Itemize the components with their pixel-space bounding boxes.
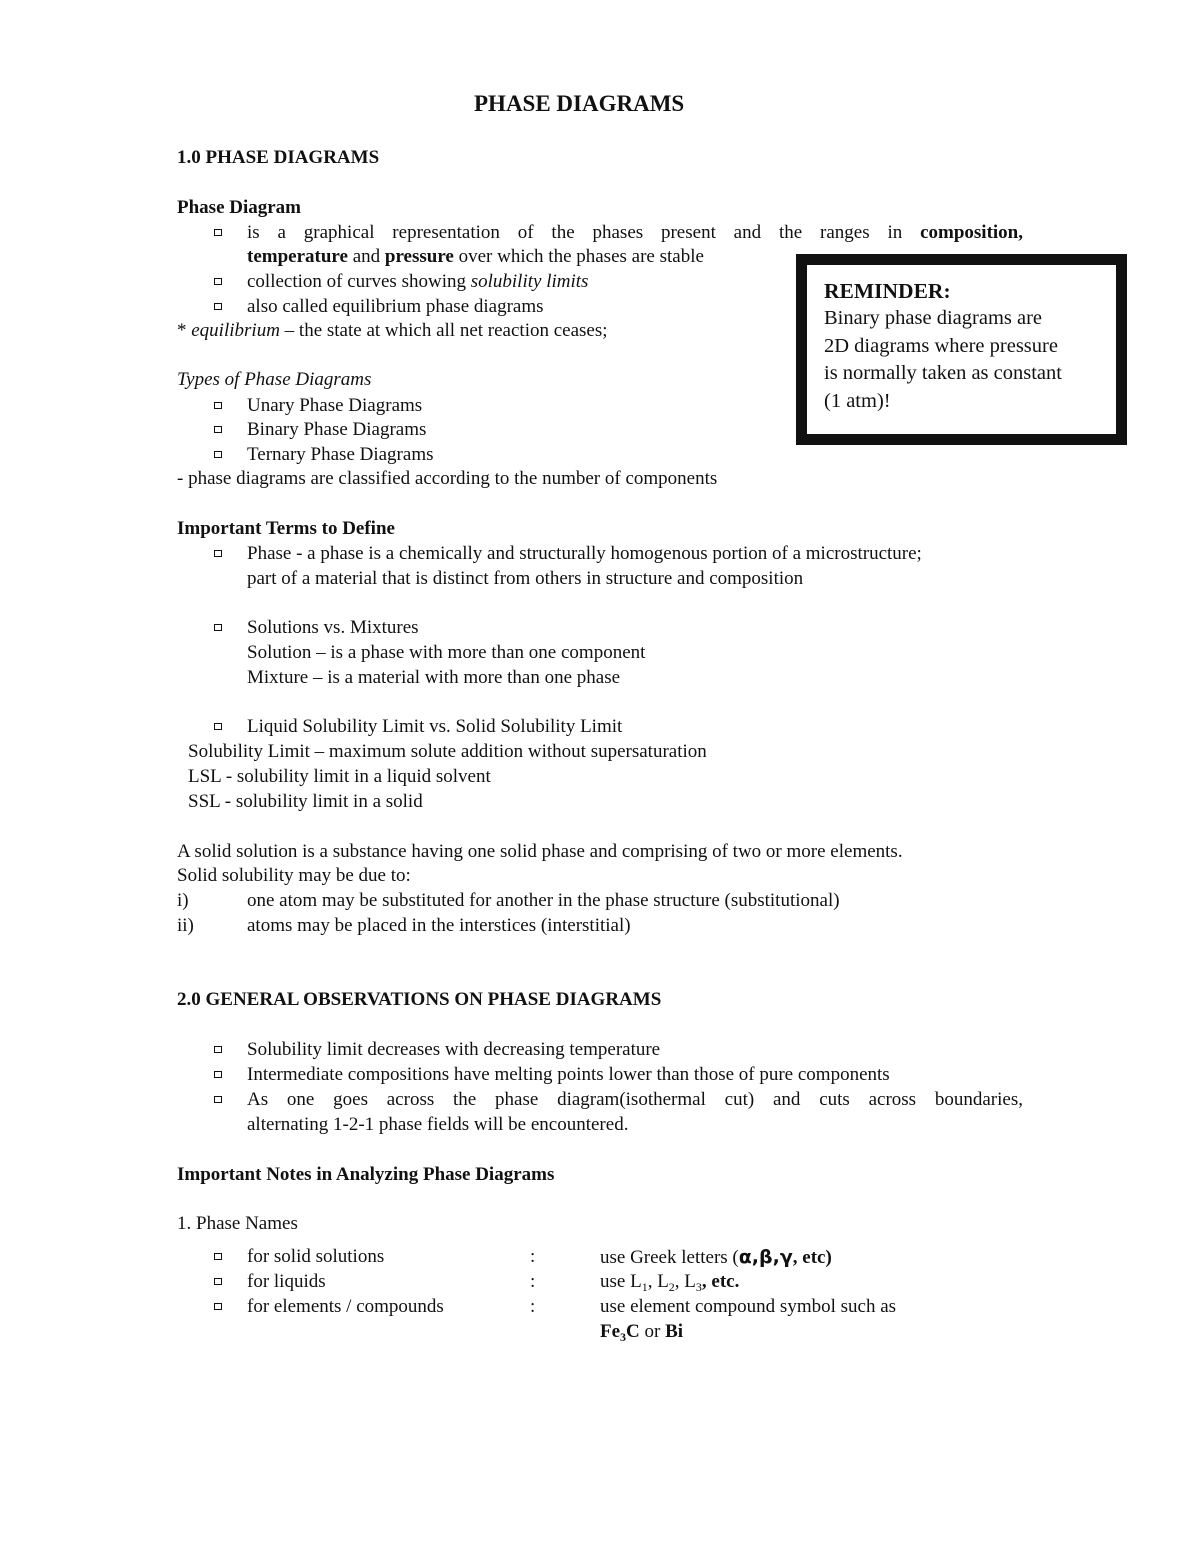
phase-diagram-def-line2	[247, 245, 704, 270]
list-item: atoms may be placed in the interstices (interstitial)	[247, 915, 631, 936]
types-note: - phase diagrams are classified according to the number of components	[177, 468, 718, 489]
phase-def-line1: Phase - a phase is a chemically and structurally homogenous portion of a microstructure;	[247, 543, 922, 564]
types-item: Binary Phase Diagrams	[247, 419, 427, 440]
greek-symbols: α,β,γ	[738, 1246, 793, 1268]
def-text-post: over which the phases are stable	[458, 246, 704, 267]
list-item: one atom may be substituted for another in the phase structure (substitutional)	[247, 890, 840, 911]
notes-heading: Important Notes in Analyzing Phase Diagrams	[177, 1164, 555, 1185]
bullet-icon	[214, 278, 222, 285]
phase-name-label: for liquids	[247, 1271, 326, 1292]
list-number: i)	[177, 890, 189, 911]
subscript: 3	[620, 1330, 627, 1344]
types-item: Unary Phase Diagrams	[247, 395, 423, 416]
phase-diagram-heading: Phase Diagram	[177, 197, 302, 218]
equilibrium-note	[177, 319, 608, 344]
reminder-line: 2D diagrams where pressure	[824, 334, 1058, 357]
solid-solution-line2: Solid solubility may be due to:	[177, 865, 411, 886]
phase-def-line2: part of a material that is distinct from others in structure and composition	[247, 568, 804, 589]
phase-diagram-item-2	[247, 270, 588, 295]
phase-names-heading: 1. Phase Names	[177, 1213, 298, 1234]
elements-rule-line2	[600, 1320, 683, 1345]
phase-name-colon: :	[530, 1296, 536, 1317]
subscript: 2	[668, 1280, 675, 1294]
phase-diagram-def-line1	[247, 221, 1023, 246]
formula-fe: Fe	[600, 1321, 621, 1342]
def-text: is a graphical representation of the phases present and the ranges in	[247, 222, 903, 243]
phase-name-colon: :	[530, 1246, 536, 1267]
reminder-box	[796, 254, 1127, 445]
bullet-icon	[214, 1253, 222, 1260]
observation-item-cont: alternating 1-2-1 phase fields will be encountered.	[247, 1114, 629, 1135]
phase-name-label: for solid solutions	[247, 1246, 385, 1267]
note-asterisk: *	[177, 320, 192, 341]
def-bold-composition: composition,	[920, 222, 1023, 243]
rule-text-post: , etc.	[701, 1271, 740, 1292]
bullet-icon	[214, 229, 222, 236]
formula-c: C	[626, 1321, 640, 1342]
note-italic: equilibrium	[191, 320, 280, 341]
bullet-icon	[214, 303, 222, 310]
bullet-icon	[214, 1303, 222, 1310]
solid-solution-line1: A solid solution is a substance having one solid phase and comprising of two or more elements.	[177, 841, 903, 862]
def-text-and: and	[352, 246, 381, 267]
elements-rule-line1: use element compound symbol such as	[600, 1296, 897, 1317]
section-2-heading: 2.0 GENERAL OBSERVATIONS ON PHASE DIAGRAMS	[177, 989, 662, 1010]
observation-item: As one goes across the phase diagram(isothermal cut) and cuts across boundaries,	[247, 1089, 1023, 1110]
bullet-icon	[214, 1278, 222, 1285]
rule-text: , L	[647, 1271, 669, 1292]
rule-text-or: or	[644, 1321, 661, 1342]
subscript: 1	[641, 1280, 648, 1294]
mixture-def: Mixture – is a material with more than one phase	[247, 667, 621, 688]
reminder-line: Binary phase diagrams are	[824, 307, 1043, 330]
item-text: collection of curves showing	[247, 271, 466, 292]
reminder-line: is normally taken as constant	[824, 362, 1062, 385]
bullet-icon	[214, 402, 222, 409]
observation-item: Solubility limit decreases with decreasing temperature	[247, 1039, 661, 1060]
def-bold-temperature: temperature	[247, 246, 348, 267]
list-number: ii)	[177, 915, 194, 936]
bullet-icon	[214, 723, 222, 730]
rule-text: , L	[674, 1271, 696, 1292]
def-bold-pressure: pressure	[384, 246, 454, 267]
bullet-icon	[214, 550, 222, 557]
rule-text-post: , etc)	[792, 1247, 832, 1268]
bullet-icon	[214, 1046, 222, 1053]
solution-def: Solution – is a phase with more than one component	[247, 642, 646, 663]
solutions-vs-mixtures: Solutions vs. Mixtures	[247, 617, 419, 638]
types-item: Ternary Phase Diagrams	[247, 444, 434, 465]
phase-name-colon: :	[530, 1271, 536, 1292]
solubility-limit-def: Solubility Limit – maximum solute addition without supersaturation	[188, 741, 707, 762]
ssl-def: SSL - solubility limit in a solid	[188, 791, 423, 812]
lsl-vs-ssl: Liquid Solubility Limit vs. Solid Solubility Limit	[247, 716, 623, 737]
reminder-heading: REMINDER:	[824, 279, 951, 303]
formula-bi: Bi	[665, 1321, 684, 1342]
bullet-icon	[214, 451, 222, 458]
reminder-line: (1 atm)!	[824, 389, 891, 412]
bullet-icon	[214, 624, 222, 631]
subscript: 3	[695, 1280, 702, 1294]
bullet-icon	[214, 426, 222, 433]
liquids-rule	[600, 1270, 739, 1295]
item-italic: solubility limits	[470, 271, 589, 292]
greek-letters-rule	[600, 1245, 832, 1271]
terms-heading: Important Terms to Define	[177, 518, 395, 539]
rule-text: use Greek letters (	[600, 1247, 739, 1268]
bullet-icon	[214, 1096, 222, 1103]
note-text: – the state at which all net reaction ceases;	[279, 320, 608, 341]
page-title: PHASE DIAGRAMS	[474, 91, 685, 116]
phase-name-label: for elements / compounds	[247, 1296, 444, 1317]
lsl-def: LSL - solubility limit in a liquid solvent	[188, 766, 491, 787]
bullet-icon	[214, 1071, 222, 1078]
rule-text: use L	[600, 1271, 642, 1292]
types-heading: Types of Phase Diagrams	[177, 369, 372, 390]
section-1-heading: 1.0 PHASE DIAGRAMS	[177, 147, 380, 168]
observation-item: Intermediate compositions have melting points lower than those of pure components	[247, 1064, 890, 1085]
phase-diagram-item-3: also called equilibrium phase diagrams	[247, 296, 544, 317]
